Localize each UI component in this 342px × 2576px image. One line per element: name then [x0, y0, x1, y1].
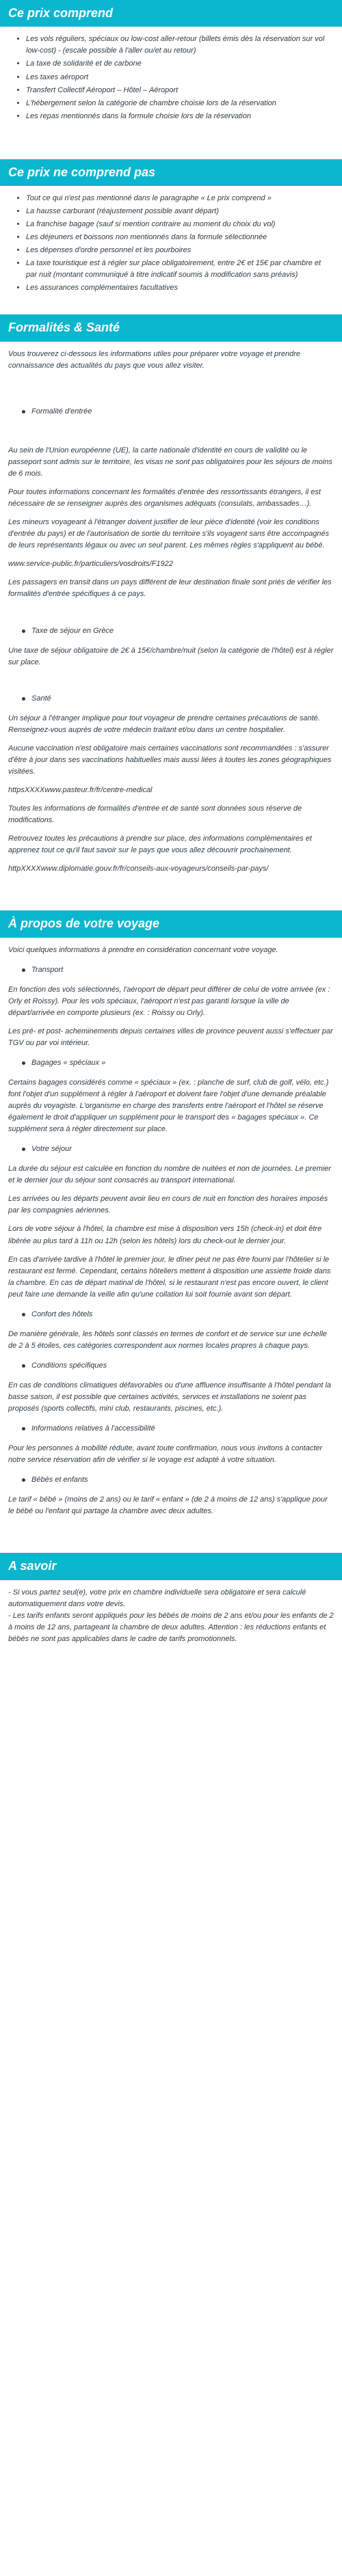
specific-conditions-paragraph: En cas de conditions climatiques défavorables ou d'une affluence insuffisante à l'hôtel pendant la basse saison, il est possible que certaines activités, services et installations ne soient pas proposés (sports collectifs, mini club, restaurants, piscines, etc.). — [8, 1381, 332, 1413]
note-section — [0, 1553, 342, 1655]
hotel-comfort-paragraph: De manière générale, les hôtels sont classés en termes de confort et de service sur une échelle de 2 à 5 étoiles, ces catégories correspondent aux normes locales propres à chaque pays. — [8, 1329, 327, 1350]
accessibility-paragraph: Pour les personnes à mobilité réduite, avant toute confirmation, nous vous invitons à contacter notre service réservation afin de vérifier si le voyage est adapté à votre situation. — [8, 1444, 323, 1465]
stay-paragraph: Les arrivées ou les départs peuvent avoir lieu en cours de nuit en fonction des horaires imposés par les compagnies aériennes. — [8, 1195, 328, 1215]
entry-paragraph: Pour toutes informations concernant les formalités d'entrée des ressortissants étrangers, il est nécessaire de se renseigner auprès des organismes adéquats (consulats, ambassades…). — [8, 488, 321, 509]
included-section — [0, 0, 342, 133]
service-public-link[interactable]: www.service-public.fr/particuliers/vosdroits/F1922 — [8, 560, 173, 569]
excluded-item: • Les assurances complémentaires facultatives — [26, 282, 334, 294]
about-title: À propos de votre voyage — [0, 910, 342, 937]
transport-paragraph: Les pré- et post- acheminements depuis certaines villes de province peuvent aussi s'effectuer par TGV ou par voi intérieur. — [8, 1027, 333, 1047]
excluded-item: • La franchise bagage (sauf si mention contraire au moment du choix du vol) — [26, 219, 334, 230]
formalities-title: Formalités & Santé — [0, 314, 342, 341]
health-heading: Santé — [22, 693, 334, 705]
stay-heading: Votre séjour — [22, 1143, 334, 1155]
entry-heading: Formalité d'entrée — [22, 406, 334, 418]
special-luggage-heading: Bagages « spéciaux » — [22, 1057, 334, 1069]
health-paragraph: Toutes les informations de formalités d'entrée et de santé sont données sous réserve de modifications. — [8, 804, 302, 825]
transport-heading: Transport — [22, 964, 334, 976]
about-section — [0, 910, 342, 1534]
note-line: - Si vous partez seul(e), votre prix en chambre individuelle sera obligatoire et sera calculé automatiquement dans votre devis. — [8, 1588, 306, 1608]
diplomatie-link[interactable]: httpXXXXwww.diplomatie.gouv.fr/fr/conseils-aux-voyageurs/conseils-par-pays/ — [8, 865, 269, 873]
babies-children-paragraph: Le tarif « bébé » (moins de 2 ans) ou le tarif « enfant » (de 2 à moins de 12 ans) s'applique pour le bébé ou l'enfant qui partage la chambre avec deux adultes. — [8, 1495, 328, 1516]
health-paragraph: Retrouvez toutes les précautions à prendre sur place, des informations complémentaires et apprenez tout ce qu'il faut savoir sur le pays que vous allez découvrir prochainement. — [8, 835, 312, 855]
hotel-comfort-heading: Confort des hôtels — [22, 1309, 334, 1320]
excluded-list — [8, 193, 334, 294]
included-item: • Les repas mentionnés dans la formule choisie lors de la réservation — [26, 111, 334, 122]
stay-paragraph: La durée du séjour est calculée en fonction du nombre de nuitées et non de journées. Le premier et le dernier jour du séjour sont consacrés au transport international. — [8, 1165, 332, 1185]
excluded-item: • Tout ce qui n'est pas mentionné dans le paragraphe « Le prix comprend » — [26, 193, 334, 204]
entry-paragraph: Les passagers en transit dans un pays différent de leur destination finale sont priés de vérifier les formalités d'entrée spécifiques à ce pays. — [8, 578, 332, 599]
excluded-item: • Les déjeuners et boissons non mentionnés dans la formule sélectionnée — [26, 232, 334, 243]
note-line: - Les tarifs enfants seront appliqués pour les bébés de moins de 2 ans et/ou pour les enfants de 2 à moins de 12 ans, partageant la chambre de deux adultes. Attention : les réductions enfants et bébés ne sont pas applicables dans le cadre de tarifs promotionnels. — [8, 1611, 334, 1643]
accessibility-heading: Informations relatives à l'accessibilité — [22, 1423, 334, 1435]
included-item: • La taxe de solidarité et de carbone — [26, 58, 334, 70]
stay-paragraph: Lors de votre séjour à l'hôtel, la chambre est mise à disposition vers 15h (check-in) et doit être libérée au plus tard à 11h ou 12h (selon les hôtels) lors du check-out le dernier jour. — [8, 1225, 322, 1245]
tax-text: Une taxe de séjour obligatoire de 2€ à 15€/chambre/nuit (selon la catégorie de l'hôtel) est à régler sur place. — [8, 646, 334, 666]
formalities-section — [0, 314, 342, 891]
pasteur-link[interactable]: httpsXXXXwww.pasteur.fr/fr/centre-medical — [8, 785, 153, 794]
health-paragraph: Aucune vaccination n'est obligatoire mais certaines vaccinations sont recommandées : s'assurer d'être à jour dans ses vaccinations habituelles mais aussi liées à toutes les zones géographiques visitées. — [8, 744, 332, 776]
tax-heading: Taxe de séjour en Grèce — [22, 625, 334, 637]
excluded-title: Ce prix ne comprend pas — [0, 159, 342, 186]
excluded-item: • La taxe touristique est à régler sur place obligatoirement, entre 2€ et 15€ par chambre et par nuit (montant communiqué à titre indicatif soumis à modification sans préavis) — [26, 258, 334, 281]
note-title: A savoir — [0, 1553, 342, 1580]
included-item: • L'hébergement selon la catégorie de chambre choisie lors de la réservation — [26, 98, 334, 109]
entry-paragraph: Au sein de l'Union européenne (UE), la carte nationale d'identité en cours de validité ou le passeport sont admis sur le territoire, les visas ne sont pas obligatoires pour les séjours de moins de 6 mois. — [8, 446, 332, 478]
included-list — [8, 33, 334, 122]
included-title: Ce prix comprend — [0, 0, 342, 27]
excluded-item: • Les dépenses d'ordre personnel et les pourboires — [26, 245, 334, 256]
included-item: • Les vols réguliers, spéciaux ou low-cost aller-retour (billets émis dès la réservation sur vol low-cost) - (escale possible à l'aller ou/et au retour) — [26, 33, 334, 57]
included-item: • Les taxes aéroport — [26, 72, 334, 83]
stay-paragraph: En cas d'arrivée tardive à l'hôtel le premier jour, le dîner peut ne pas être fourni par l'hôtelier si le restaurant est fermé. Cependant, certains hôteliers mettent à disposition une assiette froide dans la chambre. En cas de départ matinal de l'hôtel, si le restaurant n'est pas encore ouvert, le client peut faire une demande la veille afin qu'une collation lui soit fournie avant son départ. — [8, 1255, 331, 1299]
babies-children-heading: Bébés et enfants — [22, 1474, 334, 1486]
entry-paragraph: Les mineurs voyageant à l'étranger doivent justifier de leur pièce d'identité (voir les conditions d'entrée du pays) et de l'autorisation de sortie du territoire s'ils voyagent sans être accompagnés de leurs représentants légaux ou avec un seul parent. Les mêmes règles s'appliquent au bébé. — [8, 518, 330, 550]
health-paragraph: Un séjour à l'étranger implique pour tout voyageur de prendre certaines précautions de santé. Renseignez-vous auprès de votre médecin traitant et/ou dans un centre hospitalier. — [8, 714, 320, 734]
formalities-intro: Vous trouverez ci-dessous les informations utiles pour préparer votre voyage et prendre connaissance des actualités du pays que vous allez visiter. — [8, 349, 300, 370]
about-intro: Voici quelques informations à prendre en considération concernant votre voyage. — [8, 945, 278, 954]
excluded-item: • La hausse carburant (réajustement possible avant départ) — [26, 206, 334, 217]
included-item: • Transfert Collectif Aéroport – Hôtel – Aéroport — [26, 85, 334, 96]
transport-paragraph: En fonction des vols sélectionnés, l'aéroport de départ peut différer de celui de votre arrivée (ex : Orly et Roissy). Pour les vols spéciaux, l'aéroport n'est pas garanti lorsque la ville de départ/arrivée en comporte plusieurs (ex. : Roissy ou Orly). — [8, 985, 330, 1017]
specific-conditions-heading: Conditions spécifiques — [22, 1360, 334, 1372]
excluded-section — [0, 159, 342, 306]
special-luggage-paragraph: Certains bagages considérés comme « spéciaux » (ex. : planche de surf, club de golf, vélo, etc.) font l'objet d'un supplément à régler à l'aéroport et doivent faire l'objet d'une demande préalable auprès du voyagiste. L'organisme en charge des transferts entre l'aéroport et l'hôtel se réserve également le droit d'appliquer un supplément pour le transport des « bagages spéciaux ». Ce supplément sera à régler directement sur place. — [8, 1079, 329, 1134]
